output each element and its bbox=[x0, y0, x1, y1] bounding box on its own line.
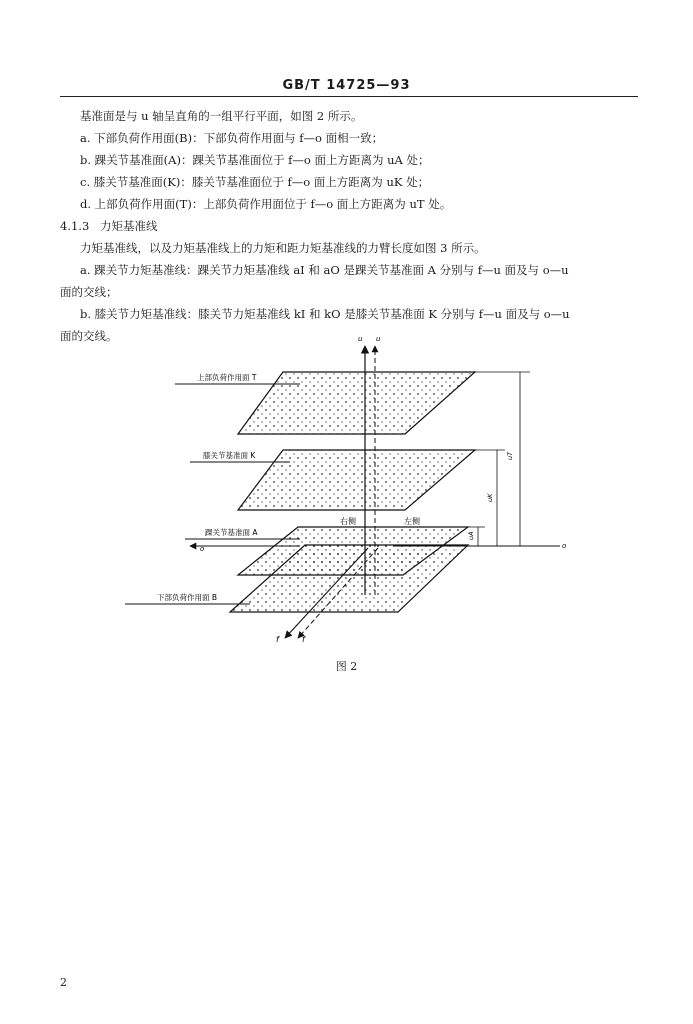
axis-label-f-2: f bbox=[302, 635, 305, 644]
item-b: b. 踝关节基准面(A)：踝关节基准面位于 f—o 面上方距离为 uA 处； bbox=[80, 153, 430, 167]
label-upper-load-plane: 上部负荷作用面 T bbox=[197, 373, 257, 382]
dim-label-ua: uA bbox=[467, 531, 475, 540]
axis-label-o-right: o bbox=[562, 542, 567, 550]
label-lower-load-plane: 下部负荷作用面 B bbox=[157, 593, 218, 602]
label-right-side: 右侧 bbox=[340, 517, 356, 526]
axis-label-f-1: f bbox=[276, 635, 279, 644]
moment-item-a-line1: a. 踝关节力矩基准线：踝关节力矩基准线 aI 和 aO 是踝关节基准面 A 分别与 f—u 面及与 o—u bbox=[80, 263, 569, 277]
axis-label-u-2: u bbox=[376, 335, 381, 343]
para-reference-planes: 基准面是与 u 轴呈直角的一组平行平面，如图 2 所示。 bbox=[80, 109, 363, 123]
label-ankle-plane: 踝关节基准面 A bbox=[205, 528, 258, 537]
dim-label-uk: uK bbox=[486, 493, 494, 502]
section-title: 力矩基准线 bbox=[100, 219, 158, 233]
item-a: a. 下部负荷作用面(B)：下部负荷作用面与 f—o 面相一致； bbox=[80, 131, 384, 145]
moment-item-b-line2: 面的交线。 bbox=[60, 329, 118, 343]
label-knee-plane: 膝关节基准面 K bbox=[203, 451, 256, 460]
item-c: c. 膝关节基准面(K)：膝关节基准面位于 f—o 面上方距离为 uK 处； bbox=[80, 175, 430, 189]
dim-label-ut: uT bbox=[506, 451, 514, 460]
item-d: d. 上部负荷作用面(T)：上部负荷作用面位于 f—o 面上方距离为 uT 处。 bbox=[80, 197, 452, 211]
dimension-lines bbox=[468, 372, 530, 546]
axis-label-o-left: o bbox=[200, 545, 205, 553]
moment-item-b-line1: b. 膝关节力矩基准线：膝关节力矩基准线 kI 和 kO 是膝关节基准面 K 分别与 f—u 面及与 o—u bbox=[80, 307, 570, 321]
section-number: 4.1.3 bbox=[60, 219, 90, 233]
moment-item-a-line2: 面的交线； bbox=[60, 285, 118, 299]
page-number: 2 bbox=[60, 976, 67, 989]
para-moment-intro: 力矩基准线，以及力矩基准线上的力矩和距力矩基准线的力臂长度如图 3 所示。 bbox=[80, 241, 486, 255]
axis-label-u-1: u bbox=[358, 335, 363, 343]
label-left-side: 左侧 bbox=[404, 517, 420, 526]
figure-caption: 图 2 bbox=[335, 660, 358, 673]
standard-number-header: GB/T 14725—93 bbox=[282, 78, 411, 93]
